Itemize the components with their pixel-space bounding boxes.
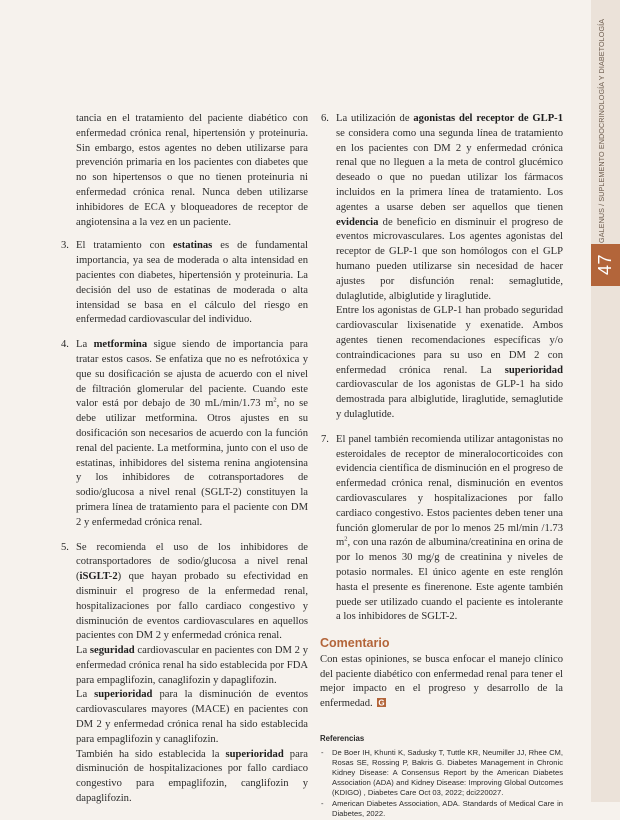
- end-mark-icon: [377, 698, 386, 707]
- item-4-text: La metformina sigue siendo de importancia para tratar estos casos. Se enfatiza que no es nefrotóxica y que su dosificación se ajusta de acuerdo con el nivel de filtración glomerular del paciente. Cuando este valor está por debajo de 30 mL/min/1.73 $m^2$, no se debe utilizar metformina. Otros ajustes en su dosificación son necesarios de acuerdo con la función renal del paciente. La metformina, junto con el uso de estatinas, inhibidores del sistema renina angiotensina y los inhibidores de cotransportadores de sodio/glucosa a nivel renal (SGLT-2) constituyen la primera línea de tratamiento para el paciente con DM 2 y enfermedad crónica renal.: [76, 339, 308, 528]
- page-number: 47: [595, 254, 615, 276]
- item-number: 4.: [61, 339, 69, 351]
- item-5-paragraph-4: También ha sido establecida la superioridad para disminución de hospitalizaciones por fallo cardiaco congestivo para empaglifozin, canglifozin y dapaglifozin.: [76, 748, 308, 805]
- running-title: GALENUS / SUPLEMENTO ENDOCRINOLOGÍA Y DIABETOLOGÍA: [597, 18, 606, 243]
- right-column: [320, 112, 563, 820]
- list-item-5: [60, 541, 308, 807]
- svg-text:G: G: [378, 698, 385, 708]
- left-column: [60, 112, 308, 817]
- item-number: 6.: [321, 113, 329, 124]
- item-5-paragraph-2: La seguridad cardiovascular en pacientes con DM 2 y enfermedad crónica renal ha sido establecida por FDA para empaglifozin, canaglifozin y dapaglifozin.: [76, 645, 308, 686]
- list-item-4: [60, 338, 308, 530]
- list-item-6: [320, 112, 563, 423]
- item-5-paragraph-1: Se recomienda el uso de los inhibidores de cotransportadores de sodio/glucosa a nivel renal (iSGLT-2) que hayan probado su efectividad en disminuir el progreso de la enfermedad renal, hospitalizaciones por fallo cardiaco congestivo y disminución de eventos cardiovasculares en aquellos pacientes con DM 2 y enfermedad crónica renal.: [76, 541, 308, 642]
- continuation-paragraph: tancia en el tratamiento del paciente diabético con enfermedad crónica renal, hipertensión y proteinuria. Sin embargo, estos agentes no deben utilizarse para prevención primaria en los pacientes con diabetes que no son hipertensos o que no tienen proteinuria ni enfermedad crónica renal. Nunca deben utilizarse inhibidores de ECA y bloqueadores de receptor de angiotensina a la vez en un paciente.: [76, 113, 308, 228]
- reference-item: - American Diabetes Association, ADA. Standards of Medical Care in Diabetes, 2022.: [321, 798, 563, 818]
- item-number: 5.: [61, 541, 69, 553]
- comment-heading: Comentario: [320, 636, 390, 651]
- item-6-paragraph-2: Entre los agonistas de GLP-1 han probado seguridad cardiovascular lixisenatide y exenatide. Ambos agentes tienen recomendaciones específicas y/o contraindicaciones para su uso en DM 2 con enfermedad crónica renal. La superioridad cardiovascular de los agonistas de GLP-1 ha sido demostrada para albiglutide, liraglutide, semaglutide y dulaglutide.: [336, 305, 563, 420]
- item-3-text: El tratamiento con estatinas es de fundamental importancia, ya sea de moderada o alta intensidad en pacientes con diabetes, hipertensión y proteinuria. La decisión del uso de estatinas de moderada o alta intensidad se basa en el cálculo del riesgo en enfermedad cardiovascular del individuo.: [76, 240, 308, 326]
- page-number-box: [591, 244, 620, 286]
- item-5-paragraph-3: La superioridad para la disminución de eventos cardiovasculares mayores (MACE) en pacientes con DM 2 y enfermedad crónica renal ha sido establecida para empaglifozin y canaglifozin.: [76, 689, 309, 745]
- list-item-3: [60, 239, 308, 328]
- item-7-text: El panel también recomienda utilizar antagonistas no esteroidales de receptor de mineralocorticoides con evidencia científica de disminución en el progreso de enfermedad crónica renal, disminución en eventos cardiovasculares y hospitalizaciones por fallo cardiaco congestivo. Estos pacientes deben tener una función glomerular de por lo menos 25 ml/min /1.73 $m^2$, con una razón de albumina/creatinina en orina de por lo menos 30 mg/g de creatinina y niveles de potasio normales. El único agente en este renglón hasta el presente es finerenone. Este agente también puede ser utilizado cuando el paciente es intolerante a los inhibidores de SGLT-2.: [336, 433, 563, 623]
- references-title: Referencias: [320, 734, 365, 744]
- item-6-paragraph-1: La utilización de agonistas del receptor de GLP-1 se considera como una segunda línea de tratamiento en los pacientes con DM 2 y enfermedad crónica renal que no lleguen a la meta de control glucémico deseado o que no puedan utilizar los fármacos incluidos en la primera línea de tratamiento. Los agentes a usarse deben ser aquellos que tienen evidencia de beneficio en disminuir el progreso de eventos microvasculares. Los agentes agonistas del receptor de GLP-1 que son homólogos con el GLP humano pueden utilizarse sin necesidad de hacer ajustes por disfunción renal: semaglutide, dulaglutide, albiglutide y liraglutide.: [336, 113, 563, 302]
- references: [320, 732, 563, 819]
- reference-item: - De Boer IH, Khunti K, Sadusky T, Tuttle KR, Neumiller JJ, Rhee CM, Rosas SE, Rossing P, Bakris G. Diabetes Management in Chronic Kidney Disease: A Consensus Report by the American Diabetes Association (ADA) and Kidney Disease: Improving Global Outcomes (KDIGO) , Diabetes Care Oct 03, 2022; dci220027.: [321, 747, 563, 797]
- item-number: 3.: [61, 240, 69, 252]
- comment-body: Con estas opiniones, se busca enfocar el manejo clínico del paciente diabético con enfermedad renal para tener el mejor impacto en el progreso y desarrollo de la enfermedad. G: [320, 653, 563, 710]
- list-item-7: [320, 433, 563, 625]
- item-number: 7.: [321, 433, 329, 445]
